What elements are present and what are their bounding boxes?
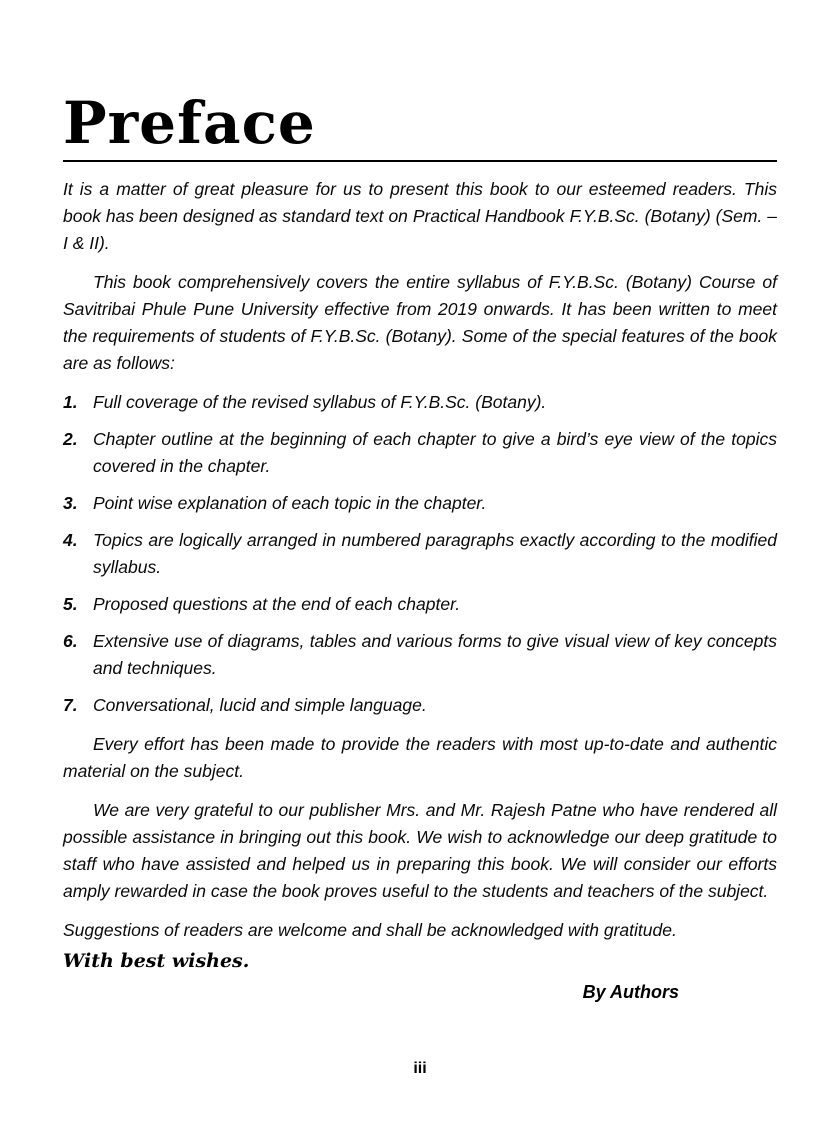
feature-number: 5. [63, 593, 78, 614]
feature-list [63, 389, 777, 719]
paragraph-intro: It is a matter of great pleasure for us to present this book to our esteemed readers. This book has been designed as standard text on Practical Handbook F.Y.B.Sc. (Botany) (Sem. – I & II). [63, 178, 777, 253]
feature-text: Conversational, lucid and simple language. [93, 694, 427, 715]
paragraph-suggestions: Suggestions of readers are welcome and shall be acknowledged with gratitude. [63, 919, 677, 940]
feature-item [63, 490, 777, 517]
feature-text: Point wise explanation of each topic in the chapter. [93, 492, 487, 513]
feature-item [63, 389, 777, 416]
feature-item [63, 692, 777, 719]
closing-wishes: With best wishes. [63, 949, 250, 972]
paragraph-effort: Every effort has been made to provide the readers with most up-to-date and authentic material on the subject. [63, 733, 777, 781]
feature-number: 1. [63, 391, 78, 412]
feature-number: 7. [63, 694, 78, 715]
page-number: iii [413, 1060, 427, 1077]
feature-item [63, 426, 777, 480]
title-rule [63, 160, 777, 162]
feature-text: Proposed questions at the end of each chapter. [93, 593, 461, 614]
feature-item [63, 628, 777, 682]
feature-text: Extensive use of diagrams, tables and various forms to give visual view of key concepts and techniques. [93, 630, 777, 678]
feature-number: 3. [63, 492, 78, 513]
byline-authors: By Authors [582, 981, 679, 1002]
feature-number: 4. [63, 529, 78, 550]
feature-item [63, 591, 777, 618]
feature-text: Chapter outline at the beginning of each chapter to give a bird’s eye view of the topics covered in the chapter. [93, 428, 777, 476]
feature-number: 6. [63, 630, 78, 651]
feature-number: 2. [63, 428, 78, 449]
page-title: Preface [63, 89, 316, 157]
feature-text: Full coverage of the revised syllabus of F.Y.B.Sc. (Botany). [93, 391, 547, 412]
paragraph-overview: This book comprehensively covers the entire syllabus of F.Y.B.Sc. (Botany) Course of Savitribai Phule Pune University effective from 2019 onwards. It has been written to meet the requirements of students of F.Y.B.Sc. (Botany). Some of the special features of the book are as follows: [63, 271, 777, 373]
paragraph-gratitude: We are very grateful to our publisher Mrs. and Mr. Rajesh Patne who have rendered all possible assistance in bringing out this book. We wish to acknowledge our deep gratitude to staff who have assisted and helped us in preparing this book. We will consider our efforts amply rewarded in case the book proves useful to the students and teachers of the subject. [63, 799, 777, 901]
feature-item [63, 527, 777, 581]
feature-text: Topics are logically arranged in numbered paragraphs exactly according to the modified syllabus. [93, 529, 777, 577]
